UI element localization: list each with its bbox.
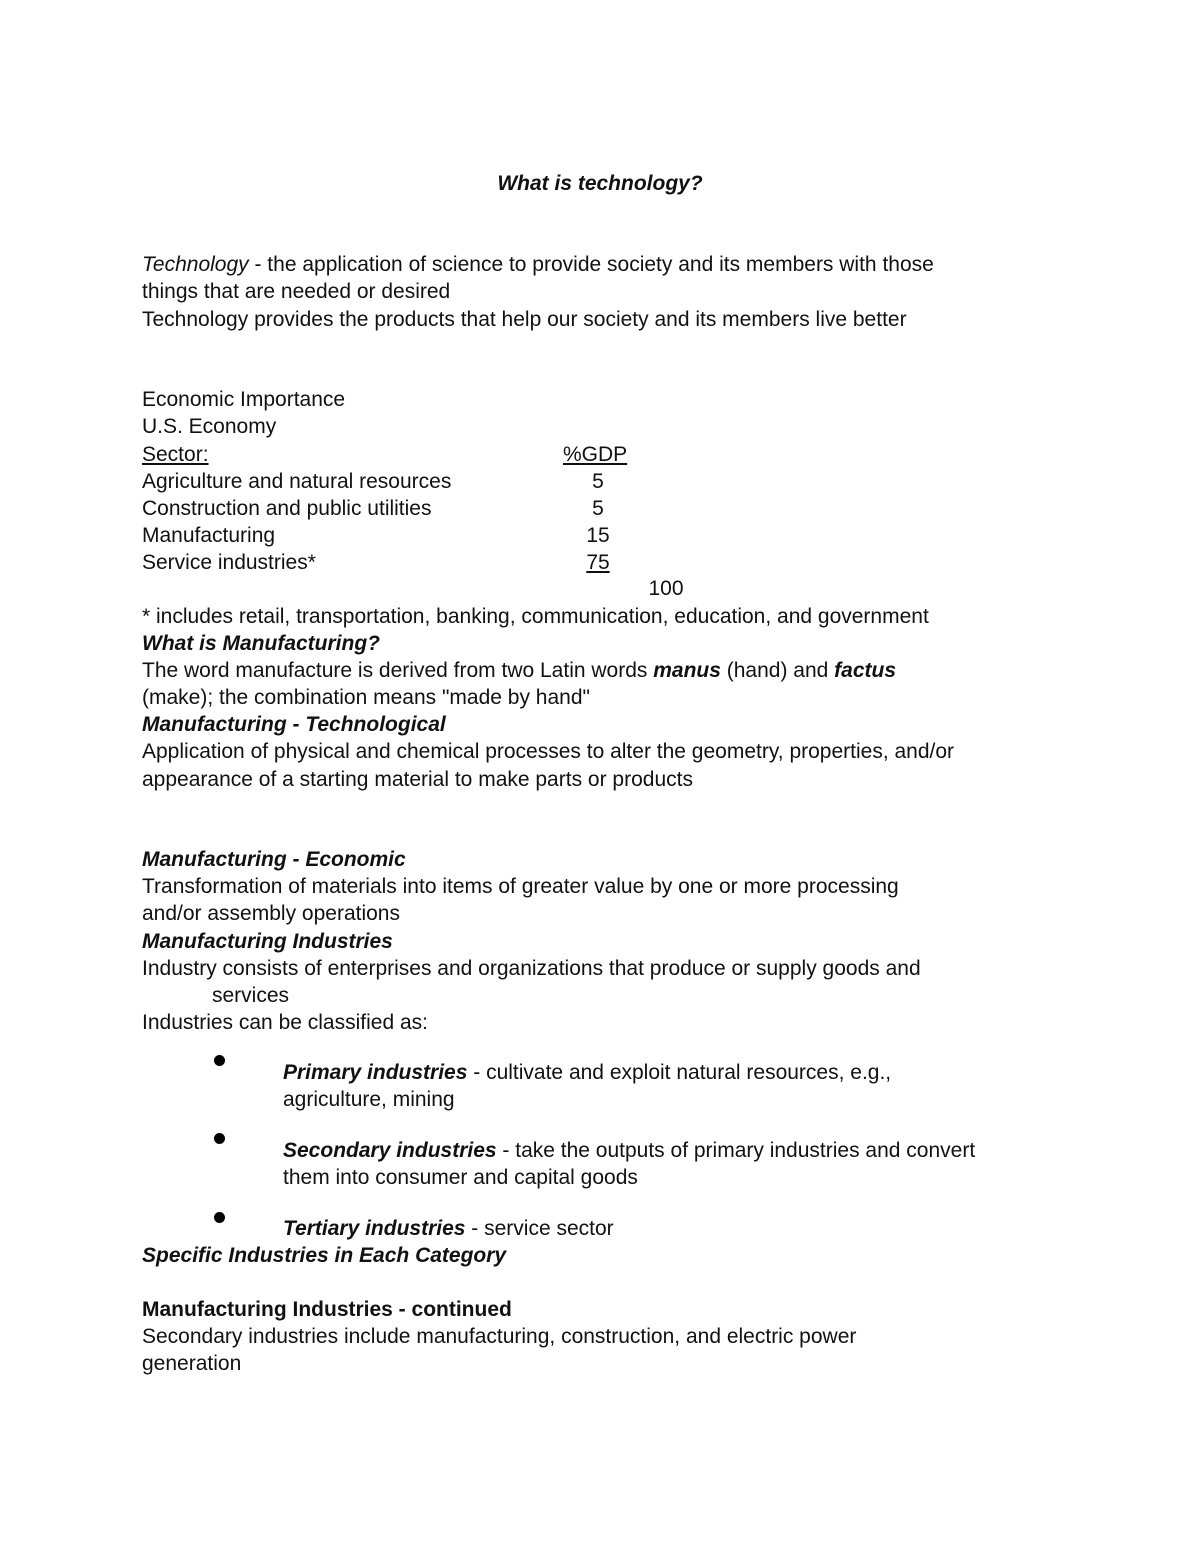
- table-row-sector: Agriculture and natural resources: [142, 470, 452, 493]
- footnote: * includes retail, transportation, banking, communication, education, and government: [142, 605, 929, 628]
- economic-heading: Economic Importance: [142, 388, 346, 411]
- bullet-icon: [214, 1055, 225, 1066]
- text-segment: The word manufacture is derived from two Latin words: [142, 659, 654, 682]
- table-row-sector: Manufacturing: [142, 524, 276, 547]
- list-item-term: Tertiary industries: [283, 1217, 466, 1240]
- mfg-technological-line-2: appearance of a starting material to make parts or products: [142, 768, 693, 791]
- mfg-industries-line-3: Industries can be classified as:: [142, 1011, 428, 1034]
- economic-subheading: U.S. Economy: [142, 415, 277, 438]
- table-row-gdp: 75: [586, 551, 610, 574]
- table-total: 100: [648, 577, 684, 600]
- list-item-term: Secondary industries: [283, 1139, 497, 1162]
- continued-line-1: Secondary industries include manufacturing, construction, and electric power: [142, 1325, 857, 1348]
- what-manufacturing-line-2: (make); the combination means "made by hand": [142, 686, 590, 709]
- table-header-gdp: %GDP: [563, 443, 628, 466]
- definition-line-3: Technology provides the products that help our society and its members live better: [142, 308, 907, 331]
- latin-word-manus: manus: [653, 659, 721, 682]
- list-item-continuation: them into consumer and capital goods: [283, 1166, 638, 1189]
- list-item-continuation: agriculture, mining: [283, 1088, 455, 1111]
- mfg-technological-heading: Manufacturing - Technological: [142, 713, 446, 736]
- table-row-sector: Construction and public utilities: [142, 497, 432, 520]
- what-manufacturing-line-1: [142, 657, 896, 684]
- table-header-sector: Sector:: [142, 443, 209, 466]
- table-row-gdp: 5: [592, 497, 604, 520]
- list-item-term: Primary industries: [283, 1061, 468, 1084]
- list-item: [283, 1215, 614, 1242]
- latin-word-factus: factus: [834, 659, 897, 682]
- text-segment: (hand) and: [720, 659, 835, 682]
- what-manufacturing-heading: What is Manufacturing?: [142, 632, 380, 655]
- table-row-gdp: 5: [592, 470, 604, 493]
- mfg-industries-heading: Manufacturing Industries: [142, 930, 393, 953]
- mfg-technological-line-1: Application of physical and chemical processes to alter the geometry, properties, and/or: [142, 740, 955, 763]
- table-row-gdp: 15: [586, 524, 610, 547]
- continued-line-2: generation: [142, 1352, 242, 1375]
- mfg-economic-heading: Manufacturing - Economic: [142, 848, 406, 871]
- table-row-sector: Service industries*: [142, 551, 316, 574]
- bullet-icon: [214, 1212, 225, 1223]
- mfg-economic-line-2: and/or assembly operations: [142, 902, 400, 925]
- list-item-text: - take the outputs of primary industries and convert: [496, 1139, 976, 1162]
- list-item-text: - service sector: [465, 1217, 614, 1240]
- mfg-industries-line-1: Industry consists of enterprises and organizations that produce or supply goods and: [142, 957, 921, 980]
- definition-term: Technology: [142, 253, 249, 276]
- page-title: What is technology?: [497, 172, 703, 195]
- specific-industries-heading: Specific Industries in Each Category: [142, 1244, 507, 1267]
- definition-line-1: [142, 251, 934, 278]
- list-item-text: - cultivate and exploit natural resources, e.g.,: [467, 1061, 892, 1084]
- bullet-icon: [214, 1133, 225, 1144]
- list-item: [283, 1059, 891, 1086]
- list-item: [283, 1137, 975, 1164]
- mfg-industries-line-2: services: [212, 984, 290, 1007]
- definition-line-2: things that are needed or desired: [142, 280, 451, 303]
- continued-heading: Manufacturing Industries - continued: [142, 1298, 512, 1321]
- mfg-economic-line-1: Transformation of materials into items of greater value by one or more processing: [142, 875, 899, 898]
- definition-text: - the application of science to provide society and its members with those: [248, 253, 934, 276]
